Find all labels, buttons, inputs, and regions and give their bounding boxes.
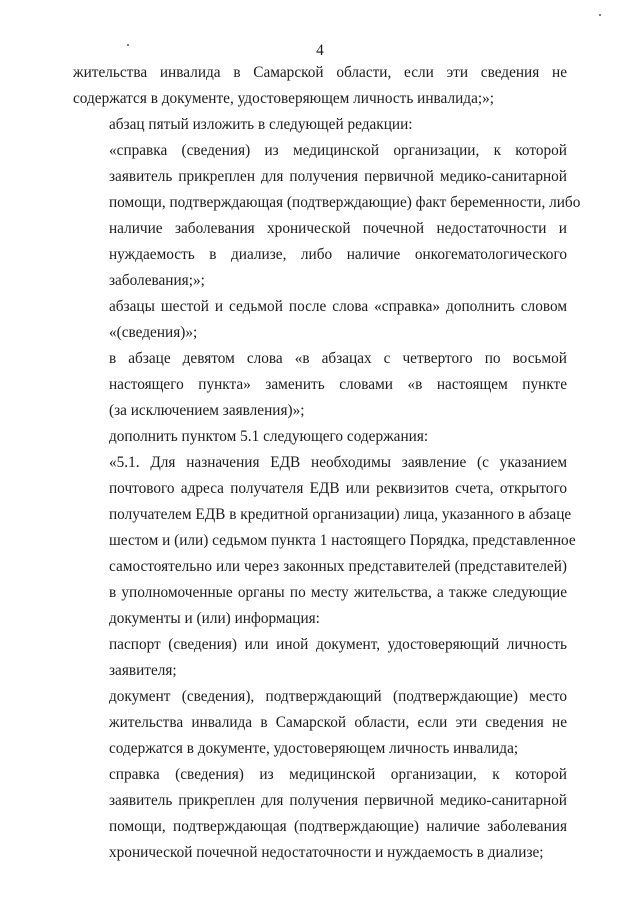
text-line: получателем ЕДВ в кредитной организации) лица, указанного в абзаце — [109, 506, 572, 523]
text-line: «(сведения)»; — [109, 324, 198, 341]
text-line: паспорт (сведения) или иной документ, удостоверяющий личность — [109, 636, 567, 653]
page-number: 4 — [316, 42, 324, 59]
text-line: наличие заболевания хронической почечной недостаточности и — [109, 220, 567, 237]
text-line: «справка (сведения) из медицинской организации, к которой — [109, 142, 567, 159]
text-line: в уполномоченные органы по месту жительства, а также следующие — [109, 584, 567, 601]
text-line: справка (сведения) из медицинской организации, к которой — [109, 766, 567, 783]
text-line: заявитель прикреплен для получения первичной медико-санитарной — [109, 792, 567, 809]
text-line: самостоятельно или через законных представителей (представителей) — [109, 558, 567, 575]
text-line: жительства инвалида в Самарской области, если эти сведения не — [73, 64, 567, 81]
text-line: абзацы шестой и седьмой после слова «справка» дополнить словом — [109, 298, 567, 315]
text-line: содержатся в документе, удостоверяющем личность инвалида;»; — [73, 90, 495, 107]
paragraph-p8 — [73, 632, 567, 684]
text-line: жительства инвалида в Самарской области, если эти сведения не — [109, 714, 567, 731]
paragraph-p4 — [73, 294, 567, 346]
text-line: хронической почечной недостаточности и нуждаемость в диализе; — [109, 844, 544, 861]
text-line: заболевания;»; — [109, 272, 205, 289]
text-line: нуждаемость в диализе, либо наличие онкогематологического — [109, 246, 567, 263]
scan-speck — [599, 14, 601, 16]
paragraph-p3 — [73, 138, 581, 294]
text-line: в абзаце девятом слова «в абзацах с четвертого по восьмой — [109, 350, 567, 367]
document-body — [73, 60, 581, 866]
text-line: заявителя; — [109, 662, 177, 679]
text-line: документы и (или) информация: — [109, 610, 320, 627]
text-line: содержатся в документе, удостоверяющем личность инвалида; — [109, 740, 519, 757]
text-line: шестом и (или) седьмом пункта 1 настоящего Порядка, представленное — [109, 532, 576, 549]
text-line: (за исключением заявления)»; — [109, 402, 305, 419]
paragraph-p6 — [73, 424, 567, 450]
paragraph-p5 — [73, 346, 567, 424]
text-line: помощи, подтверждающая (подтверждающие) факт беременности, либо — [109, 194, 581, 211]
paragraph-p1 — [73, 60, 567, 112]
text-line: почтового адреса получателя ЕДВ или реквизитов счета, открытого — [109, 480, 567, 497]
paragraph-p9 — [73, 684, 567, 762]
text-line: настоящего пункта» заменить словами «в настоящем пункте — [109, 376, 567, 393]
text-line: заявитель прикреплен для получения первичной медико-санитарной — [109, 168, 567, 185]
text-line: помощи, подтверждающая (подтверждающие) наличие заболевания — [109, 818, 567, 835]
text-line: дополнить пунктом 5.1 следующего содержания: — [109, 428, 429, 445]
paragraph-p2 — [73, 112, 567, 138]
text-line: «5.1. Для назначения ЕДВ необходимы заявление (с указанием — [109, 454, 567, 471]
text-line: документ (сведения), подтверждающий (подтверждающие) место — [109, 688, 567, 705]
text-line: абзац пятый изложить в следующей редакции: — [109, 116, 413, 133]
scan-speck — [127, 44, 129, 46]
paragraph-p7 — [73, 450, 576, 632]
paragraph-p10 — [73, 762, 567, 866]
